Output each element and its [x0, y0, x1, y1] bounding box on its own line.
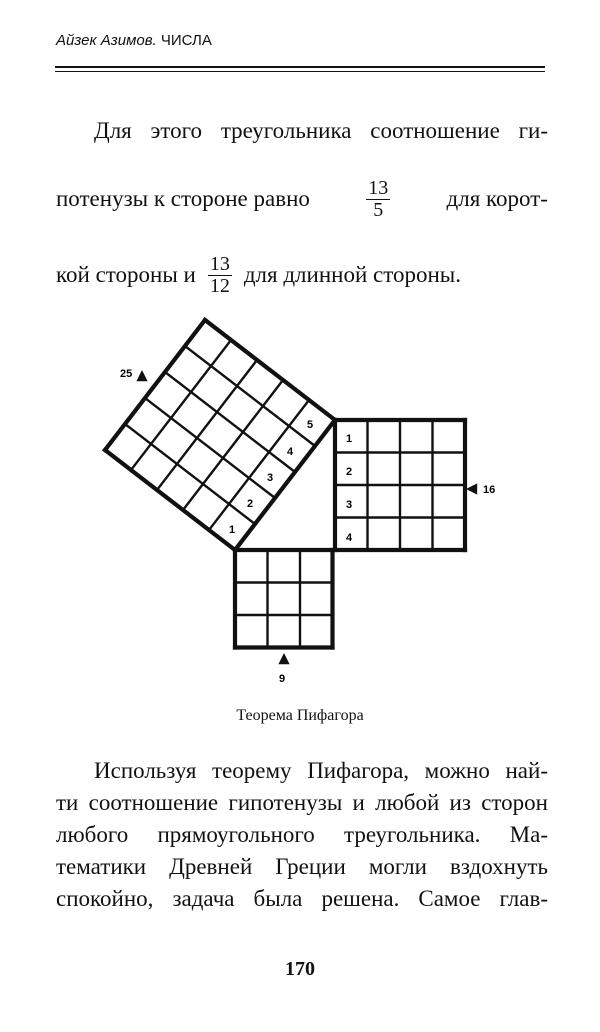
- hyp-square-gridline: [205, 320, 335, 420]
- paragraph2-line1: Используя теорему Пифагора, можно най-: [94, 758, 548, 783]
- hyp-square-gridline: [105, 450, 235, 550]
- hyp-square-label: 25: [120, 368, 133, 380]
- right-square-number: 2: [346, 466, 353, 478]
- hyp-square-gridline: [105, 320, 205, 450]
- right-square-number: 3: [346, 499, 353, 511]
- paragraph1-line1: Для этого треугольника соотношение ги-: [94, 118, 548, 143]
- hyp-square-number: 3: [267, 472, 274, 484]
- line3-text-before: кой стороны и: [56, 262, 196, 287]
- page-number: 170: [285, 958, 315, 980]
- hyp-square-gridline: [125, 424, 255, 524]
- paragraph2-line5: спокойно, задача была решена. Самое глав-: [56, 886, 548, 911]
- hyp-square-arrow: [136, 370, 147, 381]
- hyp-square-number: 4: [287, 446, 294, 458]
- fraction-denominator: 5: [366, 199, 390, 221]
- figure-caption: Теорема Пифагора: [236, 707, 364, 724]
- header-author: Айзек Азимов.: [56, 32, 157, 49]
- hyp-square-gridline: [185, 346, 315, 446]
- right-square-number: 1: [346, 433, 353, 445]
- bottom-square-arrow: [278, 653, 289, 664]
- right-square-number: 4: [346, 532, 353, 544]
- line3-text-after: для длинной стороны.: [243, 262, 461, 287]
- hyp-square-number: 2: [247, 498, 254, 510]
- fraction-denominator: 12: [209, 274, 230, 297]
- bottom-square-label: 9: [279, 673, 286, 685]
- hyp-square-number: 1: [229, 524, 236, 536]
- fraction-numerator: 13: [368, 176, 389, 199]
- header-book-title: ЧИСЛА: [160, 32, 212, 49]
- paragraph2-line3: любого прямоугольного треугольника. Ма-: [56, 822, 548, 847]
- hyp-square-gridline: [209, 400, 309, 530]
- hyp-square-gridline: [131, 340, 231, 470]
- hyp-square-gridline: [183, 380, 283, 510]
- line2-text-before: потенузы к стороне равно: [56, 186, 310, 211]
- hyp-square-gridline: [235, 420, 335, 550]
- hyp-square-gridline: [145, 398, 275, 498]
- paragraph2-line2: ти соотношение гипотенузы и любой из сторон: [56, 790, 548, 815]
- figure-shapes: [105, 320, 477, 664]
- fraction-numerator: 13: [209, 252, 230, 275]
- right-square-arrow: [466, 483, 477, 494]
- hyp-square-gridline: [157, 360, 257, 490]
- line2-text-after: для корот-: [446, 186, 548, 211]
- paragraph2-line4: тематики Древней Греции могли вздохнуть: [56, 854, 548, 879]
- hyp-square-number: 5: [307, 419, 314, 431]
- right-square-label: 16: [483, 484, 496, 496]
- hyp-square-gridline: [165, 372, 295, 472]
